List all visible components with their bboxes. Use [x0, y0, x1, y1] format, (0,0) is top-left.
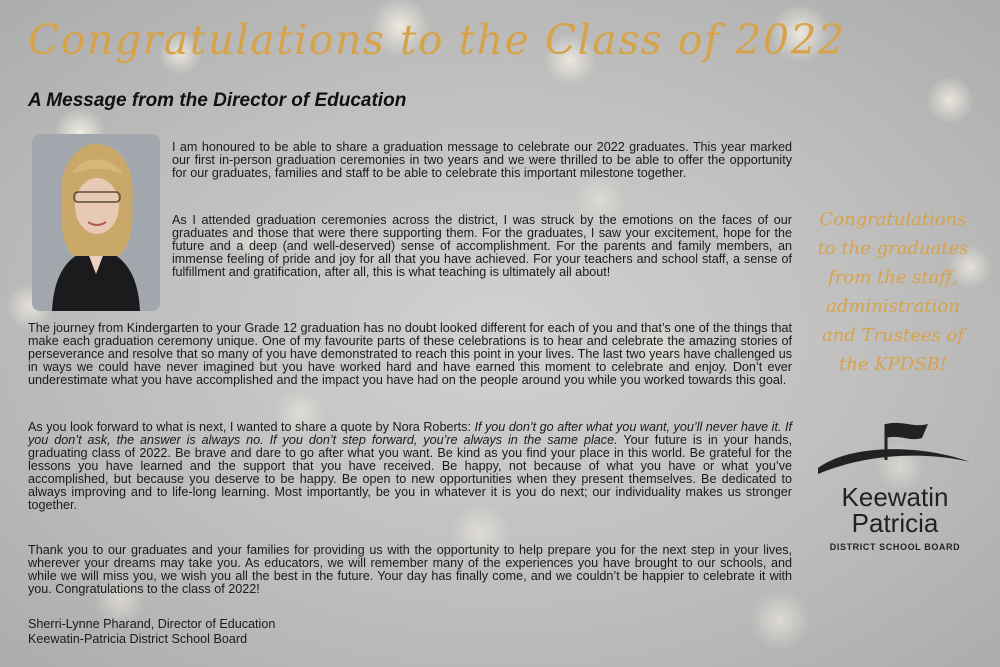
flag-swoosh-logo-icon: [810, 418, 980, 482]
page-subtitle: A Message from the Director of Education: [28, 90, 407, 111]
logo-subtitle: DISTRICT SCHOOL BOARD: [829, 542, 961, 552]
message-paragraph-5: Thank you to our graduates and your families for providing us with the opportunity to help prepare you for the next step in your lives, wherever your dreams may take you. As educators, we will remember many of the experiences you have brought to our schools, and while we will miss you, we wish you all the best in the future. Your day has finally come, and we couldn’t be happier to celebrate it with you. Congratulations to the class of 2022!: [28, 543, 792, 596]
logo-name-line-2: Patricia: [851, 508, 939, 538]
staff-congratulations-note: Congratulations to the graduates from the staff, administration and Trustees of the KPDSB!: [817, 209, 969, 375]
signature-block: [28, 617, 275, 647]
portrait-illustration: [32, 134, 160, 311]
quote-intro: As you look forward to what is next, I wanted to share a quote by Nora Roberts:: [28, 420, 475, 434]
kpdsb-logo: [810, 418, 980, 558]
page-title: Congratulations to the Class of 2022: [28, 16, 846, 64]
nora-roberts-quote: If you don’t go after what you want, you’ll never have it. If you don’t ask, the answer is always no. If you don’t step forward, you’re always in the same place.: [28, 420, 792, 447]
director-photo: [32, 134, 160, 311]
message-paragraph-4: [28, 421, 792, 512]
message-paragraph-2: As I attended graduation ceremonies across the district, I was struck by the emotions on the faces of our graduates and those that were there supporting them. For the graduates, I saw your excitement, hope for the future and a deep (and well-deserved) sense of accomplishment. For the parents and family members, an immense feeling of pride and joy for all that you have achieved. For your teachers and school staff, a sense of fulfillment and gratification, after all, this is what teaching is ultimately all about!: [172, 213, 792, 279]
paragraph-4-rest: Your future is in your hands, graduating class of 2022. Be brave and dare to go after what you want. Be kind as you find your place in this world. Be grateful for the lessons you have learned and the support that you have received. Be happy, not because of what you have or what you’ve accomplished, but because you deserve to be happy. Be open to new opportunities when they present themselves. Be dedicated to always improving and to life-long learning. Most importantly, be you in whatever it is you do next; our individuality makes us stronger together.: [28, 433, 792, 512]
signature-organization: Keewatin-Patricia District School Board: [28, 632, 248, 646]
message-paragraph-3: The journey from Kindergarten to your Grade 12 graduation has no doubt looked different for each of you and that’s one of the things that make each graduation ceremony unique. One of my favourite parts of these celebrations is to hear and celebrate the amazing stories of perseverance and resolve that so many of you have demonstrated to reach this point in your lives. The last two years have challenged us in ways we could have never imagined but you have worked hard and have earned this moment to celebrate and enjoy. Don’t ever underestimate what you have accomplished and the impact you have had on the people around you while you worked towards this goal.: [28, 321, 792, 387]
message-paragraph-1: I am honoured to be able to share a graduation message to celebrate our 2022 graduates. This year marked our first in-person graduation ceremonies in two years and we were thrilled to be able to offer the opportunity for our graduates, families and staff to be able to celebrate this important milestone together.: [172, 140, 792, 180]
signature-name: Sherri-Lynne Pharand, Director of Education: [28, 617, 276, 631]
logo-name-line-1: Keewatin: [841, 482, 949, 512]
